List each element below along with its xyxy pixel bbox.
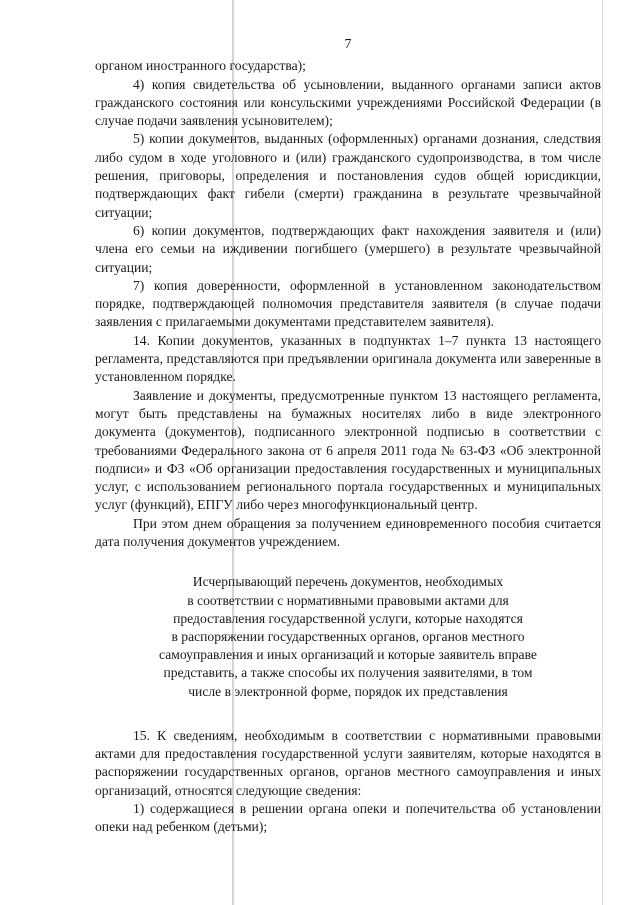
- paragraph: 14. Копии документов, указанных в подпунктах 1–7 пункта 13 настоящего регламента, представляются при предъявлении оригинала документа или заверенные в установленном порядке.: [95, 332, 601, 385]
- heading-line: самоуправления и иных организаций и которые заявитель вправе: [159, 647, 537, 663]
- heading-line: числе в электронной форме, порядок их представления: [188, 683, 508, 699]
- page-number: 7: [344, 37, 352, 52]
- section-heading: [95, 573, 601, 700]
- paragraph: При этом днем обращения за получением единовременного пособия считается дата получения документов учреждением.: [95, 515, 601, 550]
- heading-line: представить, а также способы их получения заявителями, в том: [163, 665, 533, 681]
- bottom-section: [95, 727, 601, 837]
- paragraph: 5) копии документов, выданных (оформленных) органами дознания, следствия либо судом в ходе уголовного и (или) гражданского судопроизводства, в том числе решения, приговоры, определения и постановления судов общей юрисдикции, подтверждающих факт гибели (смерти) гражданина в результате чрезвычайной ситуации;: [95, 131, 601, 220]
- heading-line: предоставления государственной услуги, которые находятся: [173, 610, 523, 626]
- document-page: [95, 36, 601, 837]
- heading-line: в распоряжении государственных органов, органов местного: [171, 628, 525, 644]
- scan-artifact-line: [602, 0, 603, 905]
- paragraph: 4) копия свидетельства об усыновлении, выданного органами записи актов гражданского состояния или консульскими учреждениями Российской Федерации (в случае подачи заявления усыновителем);: [95, 76, 601, 129]
- paragraph: 15. К сведениям, необходимым в соответствии с нормативными правовыми актами для предоставления государственной услуги заявителям, которые находятся в распоряжении государственных органов, органов местного самоуправления и иных организаций, относятся следующие сведения:: [95, 727, 601, 798]
- paragraph: 7) копия доверенности, оформленной в установленном законодательством порядке, подтверждающей полномочия представителя заявителя (в случае подачи заявления с прилагаемыми документами представителем заявителя).: [95, 277, 601, 330]
- paragraph: 6) копии документов, подтверждающих факт нахождения заявителя и (или) члена его семьи на иждивении погибшего (умершего) в результате чрезвычайной ситуации;: [95, 222, 601, 275]
- paragraph: органом иностранного государства);: [95, 58, 306, 74]
- heading-line: Исчерпывающий перечень документов, необходимых: [192, 574, 504, 590]
- heading-line: в соответствии с нормативными правовыми актами для: [187, 592, 509, 608]
- paragraph: Заявление и документы, предусмотренные пунктом 13 настоящего регламента, могут быть представлены на бумажных носителях либо в виде электронного документа (документов), подписанного электронной подписью в соответствии с требованиями Федерального закона от 6 апреля 2011 года № 63-ФЗ «Об электронной подписи» и ФЗ «Об организации предоставления государственных и муниципальных услуг, с использованием регионального портала государственных и муниципальных услуг (функций), ЕПГУ либо через многофункциональный центр.: [95, 387, 601, 513]
- paragraph: 1) содержащиеся в решении органа опеки и попечительства об установлении опеки над ребенком (детьми);: [95, 800, 601, 835]
- top-section: [95, 57, 601, 551]
